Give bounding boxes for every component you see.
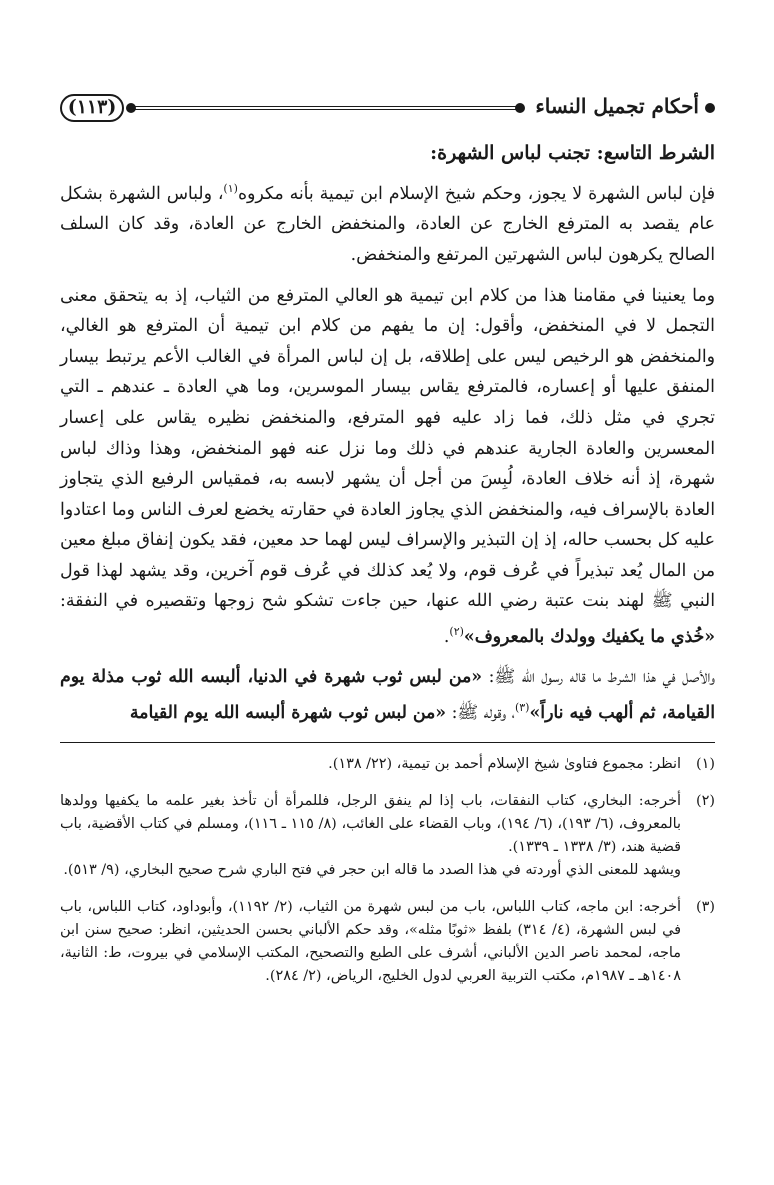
footnote-text: انظر: مجموع فتاوىٰ شيخ الإسلام أحمد بن تيمية، (٢٢/ ١٣٨). <box>328 756 681 773</box>
book-page <box>60 90 715 1002</box>
paragraph <box>60 174 715 271</box>
paragraph-text: ، ولباس الشهرة بشكل عام يقصد به المترفع الخارج عن العادة، والمنخفض الخارج عن العادة، وقد كان السلف الصالح يكرهون لباس الشهرتين المرتفع والمنخفض. <box>60 183 715 265</box>
footnote <box>60 790 715 882</box>
body-text <box>60 174 715 728</box>
paragraph-text: وما يعنينا في مقامنا هذا من كلام ابن تيمية هو العالي المترفع من الثياب، إذ به يتحقق معنى التجمل لا في المنخفض، وأقول: إن ما يفهم من كلام ابن تيمية أن المترفع هو الغالي، والمنخفض هو الرخيص ليس على إطلاقه، بل إن لباس المرأة في الغالب الأعم يرتبط بيسار المنفق عليها أو إعساره، فالمترفع يقاس بيسار الموسرين، وما هي العادة ـ عندهم ـ التي تجري في مثل ذلك، فما زاد عليه فهو المترفع، والمنخفض نظيره يقاس على إعسار المعسرين والعادة الجارية عندهم في ذلك وما نزل عنه فهو المنخفض، وهذا وذاك لباس شهرة، إذ أنه خلاف العادة، لُبِسَ من أجل أن يشهر لابسه به، فمقياس الرفيع الذي يتجاوز العادة بالإسراف فيه، والمنخفض الذي يجاوز العادة في حقارته يخضع لعرف الناس وما اعتادوا عليه كل بحسب حاله، إذ إن التبذير والإسراف ليس لهما حد معين، فقد يكون إنفاق مبلغ معين من المال يُعد تبذيراً في عُرف قوم، ولا يُعد كذلك في عُرف قوم آخرين، وقد يشهد لهذا قول النبي ﷺ لهند بنت عتبة رضي الله عنها، حين جاءت تشكو شح زوجها وتقصيره في النفقة: <box>60 285 715 612</box>
paragraph-text: فإن لباس الشهرة لا يجوز، وحكم شيخ الإسلام ابن تيمية بأنه مكروه <box>237 183 715 204</box>
footnote-text: أخرجه: البخاري، كتاب النفقات، باب إذا لم ينفق الرجل، فللمرأة أن تأخذ بغير علمه ما يكفيها وولدها بالمعروف، (٦/ ١٩٣)، (٦/ ١٩٤)، وباب القضاء على الغائب، (٨/ ١١٥ ـ ١١٦)، ومسلم في كتاب الأقضية، باب قضية هند، (٣/ ١٣٣٨ ـ ١٣٣٩). <box>60 793 681 856</box>
hadith-quote: «خُذي ما يكفيك وولدك بالمعروف» <box>463 626 715 647</box>
paragraph-text: . <box>443 626 450 647</box>
hadith-quote: «من لبس ثوب شهرة ألبسه الله يوم القيامة <box>129 702 447 723</box>
ornament-dot <box>705 103 715 113</box>
footnote-text: ويشهد للمعنى الذي أوردته في هذا الصدد ما قاله ابن حجر في فتح الباري شرح صحيح البخاري، (٩/ ٥١٣). <box>63 862 681 879</box>
footnote-ref: (١) <box>223 182 238 195</box>
footnotes <box>60 753 715 988</box>
running-title: أحكام تجميل النساء <box>535 94 699 118</box>
footnote-ref: (٣) <box>514 701 530 715</box>
section-heading: الشرط التاسع: تجنب لباس الشهرة: <box>430 142 715 164</box>
paragraph-text: والأصل في هذا الشرط ما قاله رسول الله ﷺ: <box>488 667 715 688</box>
footnote-number: (٢) <box>696 793 715 810</box>
footnote-ref: (٢) <box>449 625 464 639</box>
paragraph <box>60 281 715 653</box>
footnote-text: أخرجه: ابن ماجه، كتاب اللباس، باب من لبس شهرة من الثياب، (٢/ ١١٩٢)، وأبوداود، كتاب اللباس، باب في لبس الشهرة، (٤/ ٣١٤) بلفظ «ثوبًا مثله»، وقد حكم الألباني بحسن الحديثين، انظر: صحيح سنن ابن ماجه، لمحمد ناصر الدين الألباني، أشرف على الطبع والتصحيح، المكتب الإسلامي في بيروت، ط: الثانية، ١٤٠٨هـ ـ ١٩٨٧م، مكتب التربية العربي لدول الخليج، الرياض، (٢/ ٢٨٤). <box>60 899 681 985</box>
header-rule <box>132 106 519 110</box>
footnote-number: (١) <box>696 756 715 773</box>
ornament-dot <box>515 103 525 113</box>
page-header <box>60 90 715 136</box>
footnote-number: (٣) <box>696 899 715 916</box>
paragraph-text: ، وقوله ﷺ: <box>451 702 515 723</box>
paragraph <box>60 662 715 728</box>
footnote-divider <box>60 742 715 743</box>
footnote <box>60 896 715 988</box>
page-number: (١١٣) <box>60 94 124 122</box>
hadith-quote: «من لبس ثوب شهرة في الدنيا، ألبسه الله ثوب مذلة يوم القيامة، ثم ألهب فيه ناراً» <box>60 667 715 723</box>
footnote <box>60 753 715 776</box>
